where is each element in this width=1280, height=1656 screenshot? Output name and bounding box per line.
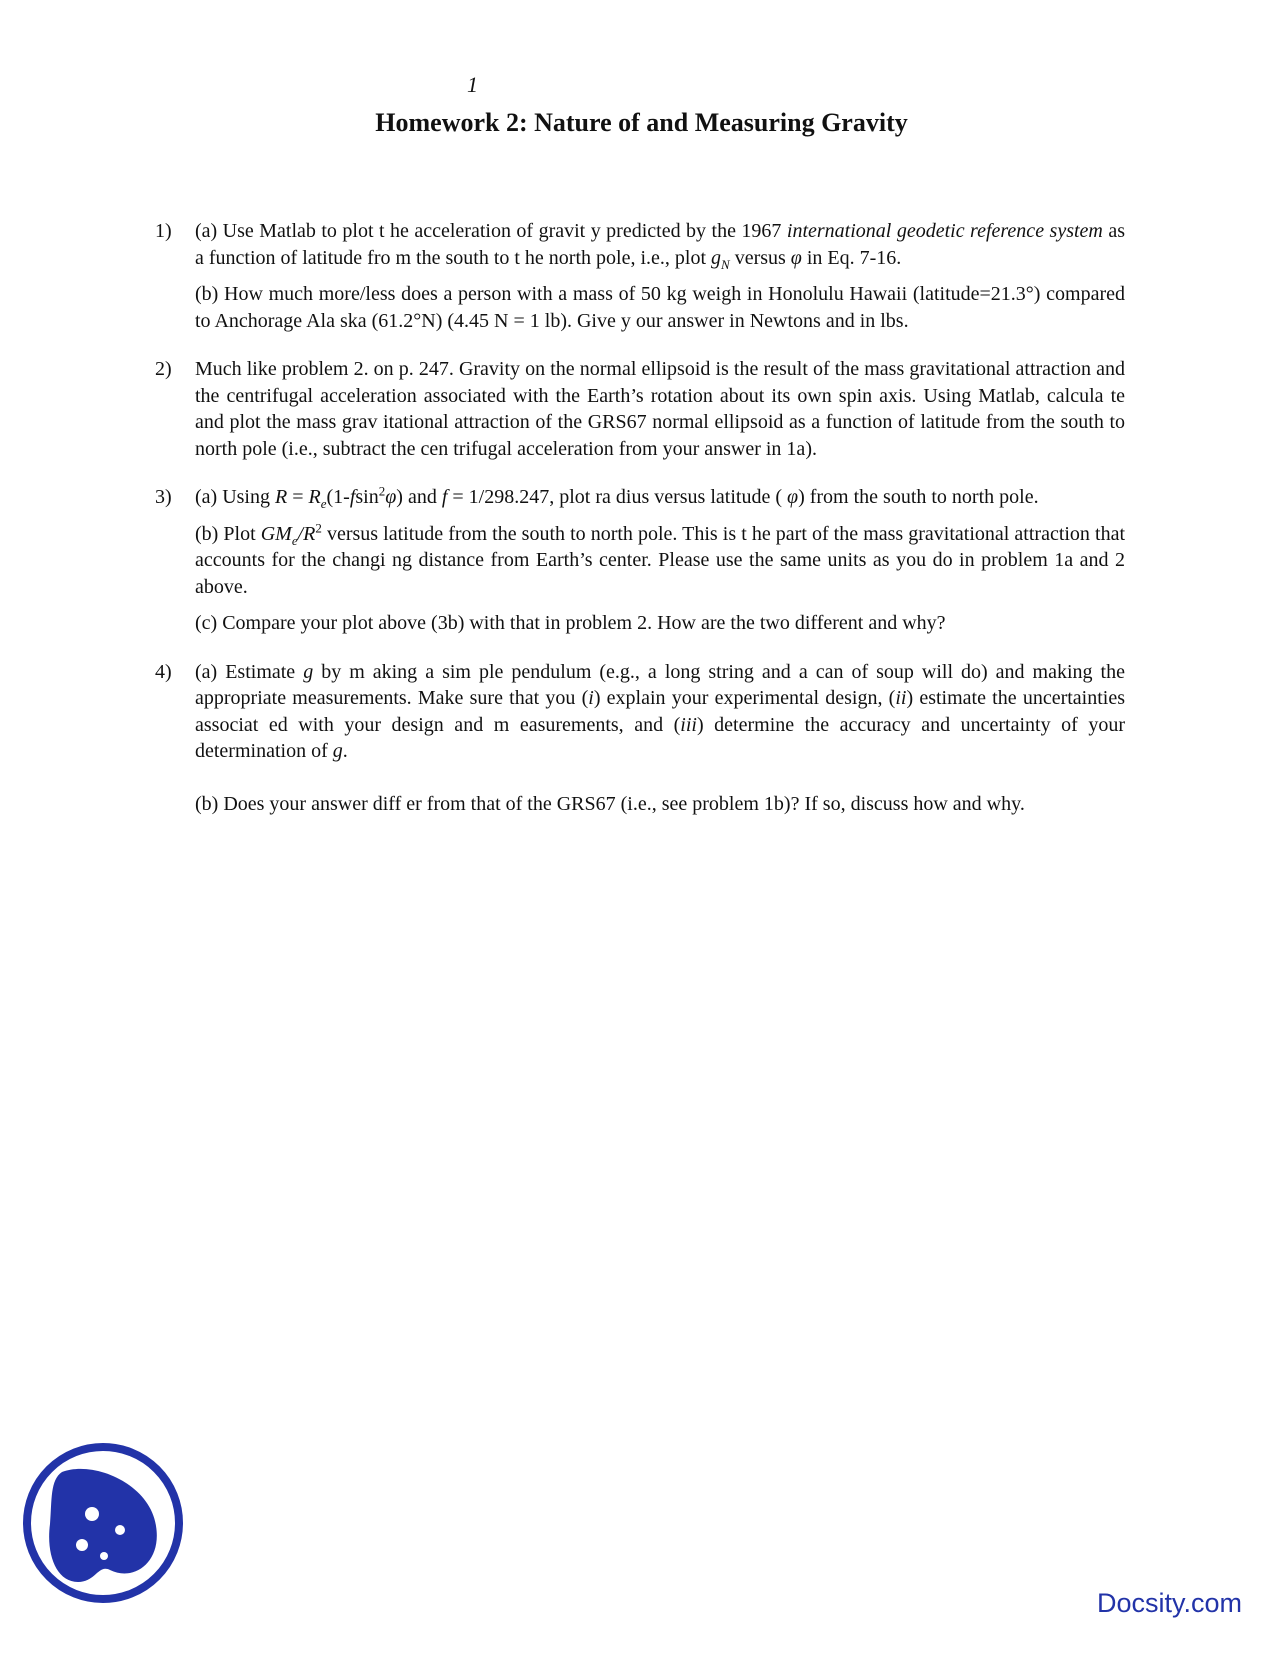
problem-number: 2): [155, 358, 172, 380]
problem-3b: (b) Plot $GM_e/R^2$ versus latitude from the south to north pole. This is t he part of the mass gravitational attraction that accounts for the changi ng distance from Earth’s center. Please use the same units as you do in problem 1a and 2 above.: [195, 519, 1125, 598]
problem-number: 4): [155, 660, 172, 683]
problem-number: 3): [155, 486, 172, 508]
problem-3a: (a) Using $R = R_e(1-fsin^2\varphi)$ and f = 1/298.247, plot ra dius versus latitude ( φ) from the south to north pole.: [195, 483, 1039, 511]
problem-number: 1): [155, 220, 172, 242]
problem-3c: (c) Compare your plot above (3b) with that in problem 2. How are the two different and why?: [195, 612, 946, 634]
problem-body: [195, 659, 1125, 818]
problem-4a: (a) Estimate g by m aking a sim ple pendulum (e.g., a long string and a can of soup will do) and making the appropriate measurements. Make sure that you (i) explain your experimental design, (ii) estimate the uncertainties associat ed with your design and m easurements, and (iii) determine the accuracy and uncertainty of your determination of g.: [195, 660, 1125, 762]
problem-list: [155, 218, 1125, 839]
problem-body: [195, 218, 1125, 334]
page-title: Homework 2: Nature of and Measuring Gravity: [375, 108, 908, 137]
problem-body: [195, 484, 1125, 637]
problem-1: [155, 218, 1125, 334]
problem-2: [155, 356, 1125, 462]
page-number: 1: [467, 72, 478, 97]
problem-4: [155, 659, 1125, 818]
problem-1b: (b) How much more/less does a person with a mass of 50 kg weigh in Honolulu Hawaii (latitude=21.3°) compared to Anchorage Ala ska (61.2°N) (4.45 N = 1 lb). Give y our answer in Newtons and in lbs.: [195, 283, 1125, 332]
problem-4b: (b) Does your answer diff er from that of the GRS67 (i.e., see problem 1b)? If so, discuss how and why.: [195, 792, 1025, 815]
problem-1a: (a) Use Matlab to plot t he acceleration of gravit y predicted by the 1967 international geodetic reference system as a function of latitude fro m the south to t he north pole, i.e., plot $g_N$ versus φ in Eq. 7-16.: [195, 220, 1125, 272]
problem-3: [155, 484, 1125, 637]
problem-2-text: Much like problem 2. on p. 247. Gravity on the normal ellipsoid is the result of the mass gravitational attraction and the centrifugal acceleration associated with the Earth’s rotation about its own spin axis. Using Matlab, calcula te and plot the mass grav itational attraction of the GRS67 normal ellipsoid as a function of latitude from the south to north pole (i.e., subtract the cen trifugal acceleration from your answer in 1a).: [195, 358, 1125, 460]
docsity-logo-icon: [22, 1442, 184, 1604]
docsity-brand-label[interactable]: Docsity.com: [1097, 1588, 1243, 1618]
problem-body: [195, 356, 1125, 462]
